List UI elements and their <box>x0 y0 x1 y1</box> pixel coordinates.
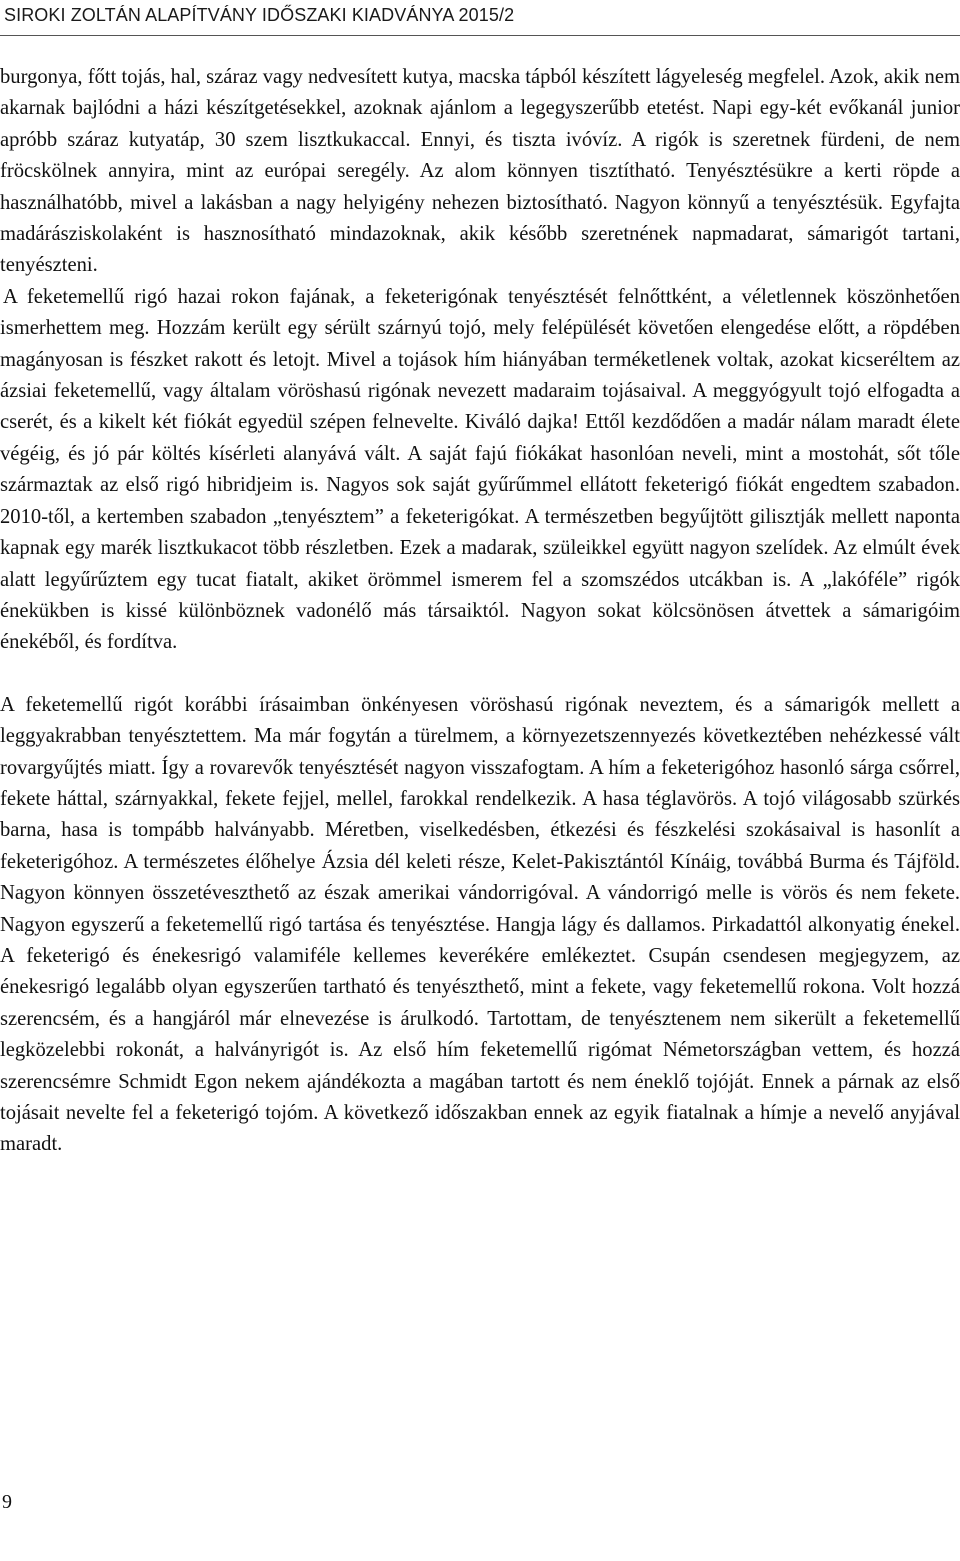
page-number: 9 <box>2 1491 12 1513</box>
header-title: SIROKI ZOLTÁN ALAPÍTVÁNY IDŐSZAKI KIADVÁNYA 2015/2 <box>4 5 515 25</box>
paragraph-2: A feketemellű rigó hazai rokon fajának, a feketerigónak tenyésztését felnőttként, a véletlennek köszönhetően ismerhettem meg. Hozzám került egy sérült szárnyú tojó, mely felépülését követően elengedése előtt, a röpdében magányosan is fészket rakott és letojt. Mivel a tojások hím hiányában terméketlenek voltak, azokat kicseréltem az ázsiai feketemellű, vagy általam vöröshasú rigónak nevezett madaraim tojásaival. A meggyógyult tojó elfogadta a cserét, és a kikelt két fiókát egyedül szépen felnevelte. Kiváló dajka! Ettől kezdődően a madár nálam maradt élete végéig, és jó pár költés kísérleti alanyává vált. A saját fajú fiókákat hasonlóan neveli, mint a mostohát, sőt tőle származtak az első rigó hibridjeim is. Nagyos sok saját gyűrűmmel ellátott feketerigó fiókát engedtem szabadon. 2010-től, a kertemben szabadon „tenyésztem” a feketerigókat. A természetben begyűjtött gilisztják mellett naponta kapnak egy marék lisztkukacot több részletben. Ezek a madarak, szüleikkel együtt nagyon szelídek. Az elmúlt évek alatt legyűrűztem egy tucat fiatalt, akiket örömmel ismerem fel a szomszédos utcákban is. A „lakóféle” rigók énekükben is kissé különböznek vadonélő más társaiktól. Nagyon sokat kölcsönösen átvettek a sámarigóim énekéből, és fordítva. <box>0 285 960 654</box>
paragraph-3: A feketemellű rigót korábbi írásaimban önkényesen vöröshasú rigónak neveztem, és a sámarigók mellett a leggyakrabban tenyésztettem. Ma már fogytán a türelmem, a környezetszennyezés következtében nehézkessé vált rovargyűjtés miatt. Így a rovarevők tenyésztését nagyon visszafogtam. A hím a feketerigóhoz hasonló sárga csőrrel, fekete háttal, szárnyakkal, fekete fejjel, mellel, farokkal rendelkezik. A hasa téglavörös. A tojó világosabb szürkés barna, hasa is tompább halványabb. Méretben, viselkedésben, étkezési és fészkelési szokásaival is hasonlít a feketerigóhoz. A természetes élőhelye Ázsia dél keleti része, Kelet-Pakisztántól Kínáig, továbbá Burma és Tájföld. Nagyon könnyen összetéveszthető az észak amerikai vándorrigóval. A vándorrigó melle is vörös és nem fekete. Nagyon egyszerű a feketemellű rigó tartása és tenyésztése. Hangja lágy és dallamos. Pirkadattól alkonyatig énekel. A feketerigó és énekesrigó valamiféle kellemes keverékére emlékeztet. Csupán csendesen megjegyzem, az énekesrigó legalább olyan egyszerűen tartható és tenyészthető, mint a fekete, vagy feketemellű rokona. Volt hozzá szerencsém, és a hangjáról már elnevezése is árulkodó. Tartottam, de tenyésztenem nem sikerült a feketemellű legközelebbi rokonát, a halványrigót is. Az első hím feketemellű rigómat Németországban vettem, és hozzá szerencsémre Schmidt Egon nekem ajándékozta a magában tartott és nem éneklő tojóját. Ennek a párnak az első tojásait nevelte fel a feketerigó tojóm. A következő időszakban ennek az egyik fiatalnak a hímje a nevelő anyjával maradt. <box>0 693 960 1156</box>
paragraph-1: burgonya, főtt tojás, hal, száraz vagy nedvesített kutya, macska tápból készített lágyeleség megfelel. Azok, akik nem akarnak bajlódni a házi készítgetésekkel, azoknak ajánlom a legegyszerűbb etetést. Napi egy-két evőkanál junior apróbb száraz kutyatáp, 30 szem lisztkukaccal. Ennyi, és tiszta ivóvíz. A rigók is szeretnek fürdeni, de nem fröcskölnek annyira, mint az európai seregély. Az alom könnyen tisztítható. Tenyésztésükre a kerti röpde a használhatóbb, mivel a lakásban a nagy helyigény nehezen biztosítható. Nagyon könnyű a tenyésztésük. Egyfajta madárásziskolaként is hasznosítható mindazoknak, akik később szeretnének napmadarat, sámarigót tartani, tenyészteni. <box>0 66 960 277</box>
running-header <box>0 0 960 32</box>
header-divider <box>0 35 960 36</box>
article-body <box>0 62 960 1161</box>
